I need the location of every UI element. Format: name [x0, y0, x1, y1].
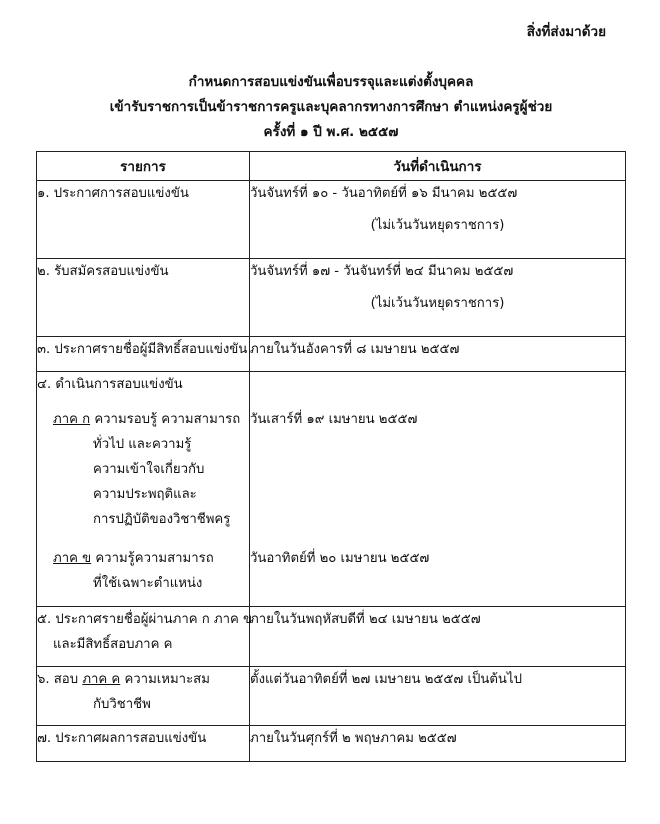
document-title-line-3: ครั้งที่ ๑ ปี พ.ศ. ๒๕๕๗: [263, 124, 399, 140]
row-note: (ไม่เว้นวันหยุดราชการ): [370, 296, 505, 311]
row-item-prefix: ๖. สอบ: [37, 672, 79, 687]
part-a-line: ความเข้าใจเกี่ยวกับ: [93, 462, 205, 477]
document-title-line-1: กำหนดการสอบแข่งขันเพื่อบรรจุและแต่งตั้งบุคคล: [188, 74, 474, 90]
row-date: ภายในวันอังคารที่ ๘ เมษายน ๒๕๕๗: [250, 342, 460, 357]
row-item: [37, 667, 249, 692]
row-date: ตั้งแต่วันอาทิตย์ที่ ๒๗ เมษายน ๒๕๕๗ เป็นต้นไป: [250, 672, 522, 687]
table-row: [37, 372, 626, 607]
table-row: [37, 337, 626, 372]
table-row: [37, 667, 626, 726]
part-b-label: ภาค ข: [53, 551, 92, 566]
row-item-cont: กับวิชาชีพ: [93, 697, 151, 712]
row-date: วันจันทร์ที่ ๑๗ - วันจันทร์ที่ ๒๔ มีนาคม ๒๕๕๗: [250, 264, 514, 279]
header-date: วันที่ดำเนินการ: [250, 152, 626, 181]
row-item: ๒. รับสมัครสอบแข่งขัน: [37, 264, 169, 279]
part-a-line: [37, 407, 249, 432]
document-title-line-2: เข้ารับราชการเป็นข้าราชการครูและบุคลากรทางการศึกษา ตำแหน่งครูผู้ช่วย: [109, 99, 553, 115]
part-b-text: ความรู้ความสามารถ: [95, 551, 214, 566]
row-date: ภายในวันพฤหัสบดีที่ ๒๔ เมษายน ๒๕๕๗: [250, 612, 481, 627]
header-item: รายการ: [37, 152, 250, 181]
row-date: วันจันทร์ที่ ๑๐ - วันอาทิตย์ที่ ๑๖ มีนาคม ๒๕๕๗: [250, 186, 518, 201]
part-a-date: วันเสาร์ที่ ๑๙ เมษายน ๒๕๕๗: [250, 412, 418, 427]
table-row: [37, 259, 626, 337]
table-header-row: [37, 152, 626, 181]
part-c-label: ภาค ค: [82, 672, 121, 687]
row-note: (ไม่เว้นวันหยุดราชการ): [370, 218, 505, 233]
part-b-date: วันอาทิตย์ที่ ๒๐ เมษายน ๒๕๕๗: [250, 551, 430, 566]
attachment-label: สิ่งที่ส่งมาด้วย: [526, 24, 606, 40]
row-date: ภายในวันศุกร์ที่ ๒ พฤษภาคม ๒๕๕๗: [250, 731, 457, 746]
row-item: ๔. ดำเนินการสอบแข่งขัน: [37, 377, 183, 392]
part-a-text: ความรอบรู้ ความสามารถ: [94, 412, 241, 427]
part-b-line: [37, 546, 249, 571]
part-a-line: ทั่วไป และความรู้: [93, 437, 192, 452]
part-a-line: การปฏิบัติของวิชาชีพครู: [93, 512, 231, 527]
row-item: ๗. ประกาศผลการสอบแข่งขัน: [37, 731, 207, 746]
part-a-line: ความประพฤติและ: [93, 487, 197, 502]
part-a-label: ภาค ก: [53, 412, 91, 427]
table-row: [37, 181, 626, 259]
table-row: [37, 607, 626, 667]
part-b-line: ที่ใช้เฉพาะตำแหน่ง: [93, 576, 203, 591]
table-row: [37, 726, 626, 762]
row-item-cont: และมีสิทธิ์สอบภาค ค: [53, 637, 173, 652]
row-item: ๓. ประกาศรายชื่อผู้มีสิทธิ์สอบแข่งขัน: [37, 342, 248, 357]
row-item: ๑. ประกาศการสอบแข่งขัน: [37, 186, 189, 201]
row-item-rest: ความเหมาะสม: [124, 672, 210, 687]
row-item: ๕. ประกาศรายชื่อผู้ผ่านภาค ก ภาค ข: [37, 612, 253, 627]
schedule-table: [36, 151, 626, 762]
